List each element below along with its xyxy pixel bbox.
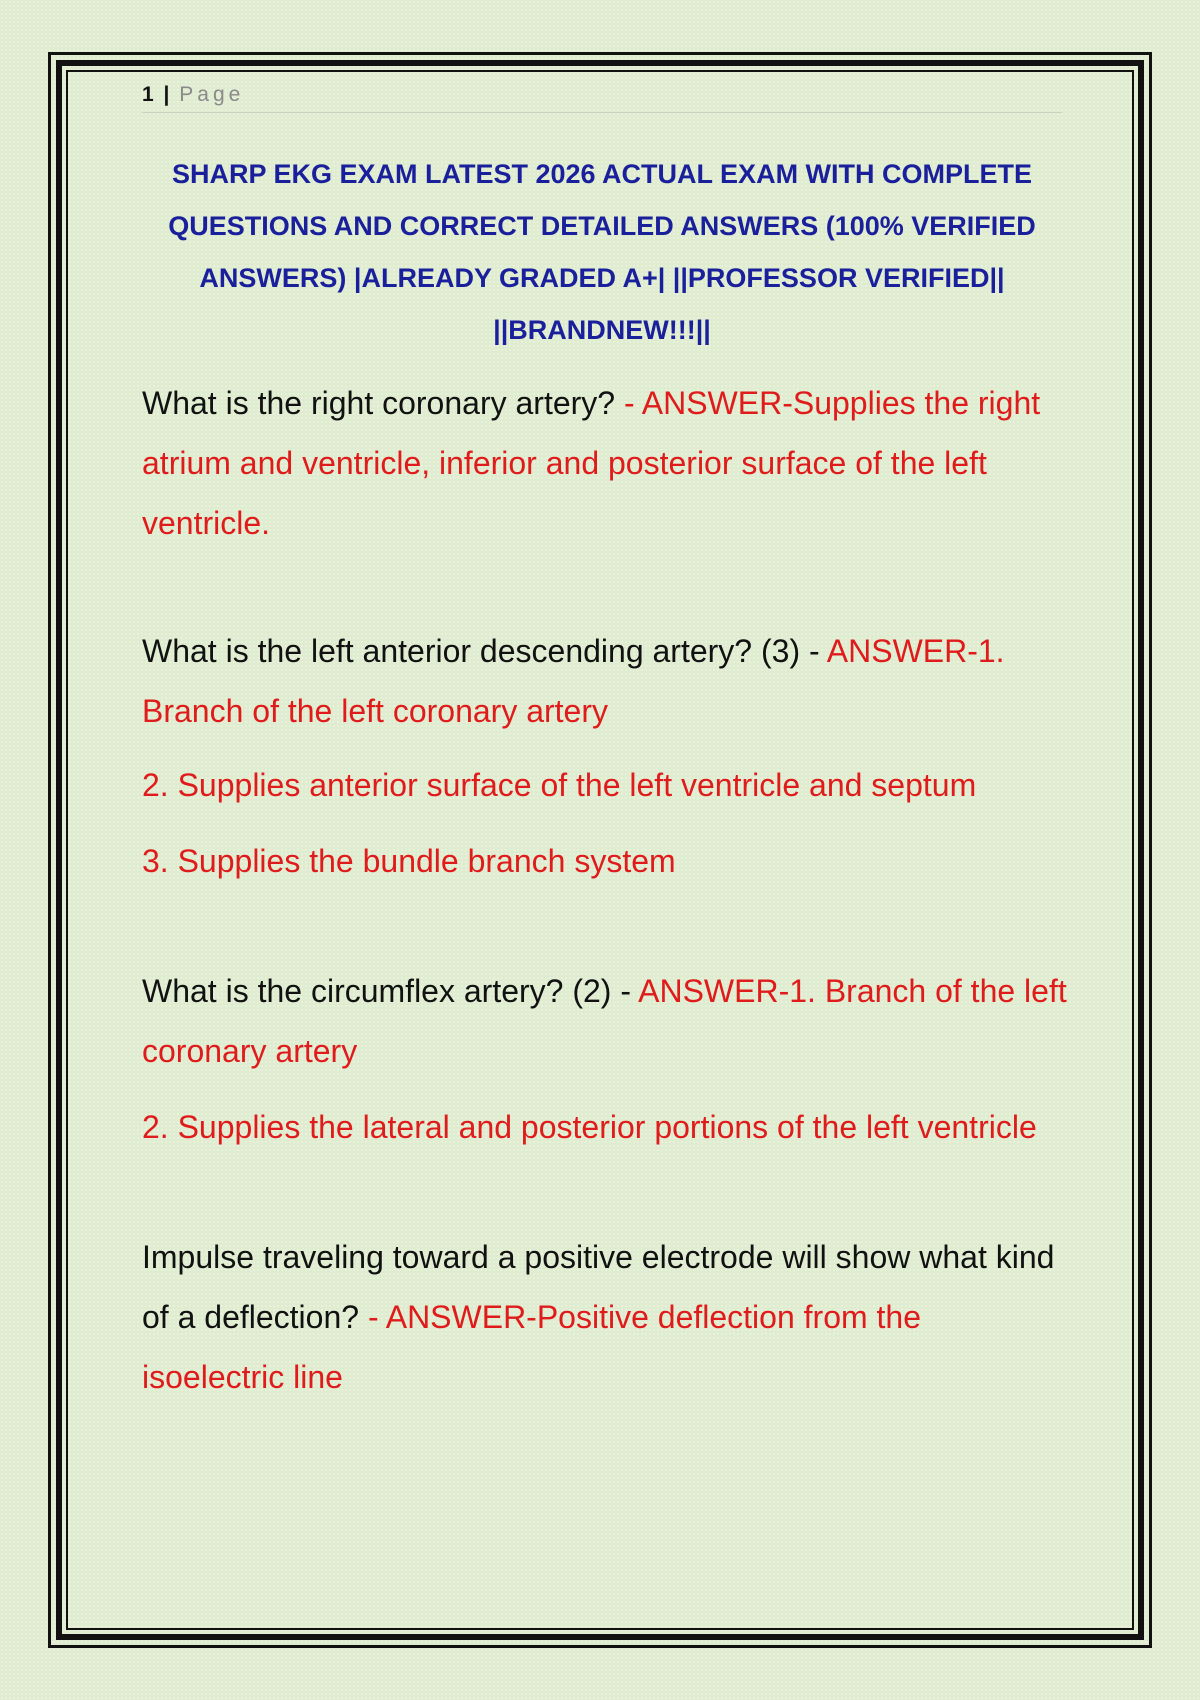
answer-item: 3. Supplies the bundle branch system xyxy=(142,843,676,879)
question-text: What is the left anterior descending artery? (3) - xyxy=(142,633,827,669)
document-title: SHARP EKG EXAM LATEST 2026 ACTUAL EXAM WITH COMPLETE QUESTIONS AND CORRECT DETAILED ANSWERS (100% VERIFIED ANSWERS) |ALREADY GRADED A+| ||PROFESSOR VERIFIED|| ||BRANDNEW!!!|| xyxy=(168,159,1036,345)
qa-question-2 xyxy=(142,621,1072,741)
answer-text: - ANSWER-Supplies the right atrium and ventricle, inferior and posterior surface of the left ventricle. xyxy=(142,385,1041,541)
page-separator: | xyxy=(163,83,170,106)
answer-text: ANSWER-1. Branch of the left coronary artery xyxy=(142,973,1067,1069)
answer-item: 2. Supplies the lateral and posterior portions of the left ventricle xyxy=(142,1109,1037,1145)
question-text: What is the right coronary artery? xyxy=(142,385,624,421)
question-text: What is the circumflex artery? (2) - xyxy=(142,973,639,1009)
qa-question-4 xyxy=(142,1227,1072,1407)
qa-question-1 xyxy=(142,373,1072,553)
qa-question-3 xyxy=(142,961,1072,1081)
qa-content xyxy=(142,373,1072,1407)
answer-text: - ANSWER-Positive deflection from the isoelectric line xyxy=(142,1299,922,1395)
page-header xyxy=(142,80,1062,113)
page-label: Page xyxy=(179,83,245,106)
answer-text: ANSWER-1. Branch of the left coronary artery xyxy=(142,633,1005,729)
question-text: Impulse traveling toward a positive electrode will show what kind of a deflection? xyxy=(142,1239,1055,1335)
page-number: 1 xyxy=(142,83,154,106)
answer-item: 2. Supplies anterior surface of the left ventricle and septum xyxy=(142,767,977,803)
